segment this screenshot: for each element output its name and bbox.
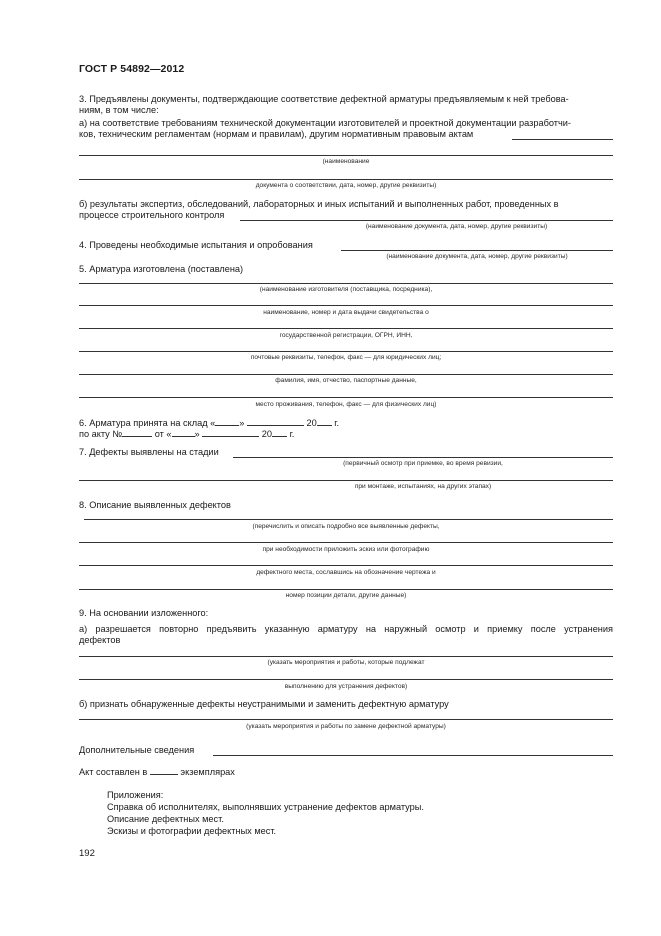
section-6-line-2-suffix: г. — [289, 429, 295, 439]
caption-7-1: (первичный осмотр при приемке, во время ревизии, — [343, 460, 503, 467]
fill-line-5-1[interactable] — [79, 283, 613, 284]
section-5-text: 5. Арматура изготовлена (поставлена) — [79, 264, 244, 274]
attachment-item: Эскизы и фотографии дефектных мест. — [107, 826, 277, 836]
caption-8-4: номер позиции детали, другие данные) — [285, 592, 407, 599]
fill-line-3a-2[interactable] — [79, 179, 613, 180]
fill-line-9a-1[interactable] — [79, 656, 613, 657]
act-copies-prefix: Акт составлен в — [79, 767, 148, 777]
section-9b-text: б) признать обнаруженные дефекты неустранимыми и заменить дефектную арматуру — [79, 699, 449, 709]
section-6-line-1-prefix: 6. Арматура принята на склад « — [79, 418, 216, 428]
fill-line-3b[interactable] — [240, 220, 613, 221]
section-3-heading-line-1: 3. Предъявлены документы, подтверждающие соответствие дефектной арматуры предъявляемым к ней требова- — [79, 94, 569, 104]
page-header-title: ГОСТ Р 54892—2012 — [79, 63, 185, 75]
caption-5-3: государственной регистрации, ОГРН, ИНН, — [279, 332, 413, 339]
section-6-line-2-year: 20 — [261, 429, 273, 439]
attachment-item: Справка об исполнителях, выполнявших устранение дефектов арматуры. — [107, 802, 424, 812]
caption-8-1: (перечислить и описать подробно все выявленные дефекты, — [252, 523, 440, 530]
caption-9a-1: (указать мероприятия и работы, которые подлежат — [267, 659, 425, 666]
fill-line-5-4[interactable] — [79, 351, 613, 352]
fill-line-3a-1[interactable] — [79, 155, 613, 156]
fill-month-1[interactable] — [247, 417, 304, 426]
fill-month-2[interactable] — [202, 428, 259, 437]
additional-info-label: Дополнительные сведения — [79, 745, 195, 755]
fill-line-9b[interactable] — [79, 719, 613, 720]
fill-day-1[interactable] — [215, 417, 239, 426]
section-6-line-1-mid: » — [239, 418, 245, 428]
section-4-text: 4. Проведены необходимые испытания и опробования — [79, 240, 313, 250]
fill-line-additional[interactable] — [213, 755, 613, 756]
caption-9a-2: выполнению для устранения дефектов) — [284, 683, 408, 690]
fill-line-3a-tail[interactable] — [512, 139, 613, 140]
fill-line-8-3[interactable] — [79, 565, 613, 566]
section-7-text: 7. Дефекты выявлены на стадии — [79, 447, 219, 457]
fill-line-5-3[interactable] — [79, 328, 613, 329]
caption-8-3: дефектного места, сославшись на обозначение чертежа и — [256, 569, 436, 576]
section-6-line-1-suffix: г. — [334, 418, 340, 428]
fill-copies-count[interactable] — [150, 766, 178, 775]
caption-5-5: фамилия, имя, отчество, паспортные данные, — [275, 377, 417, 384]
section-6-line-2 — [79, 428, 613, 440]
section-9a-line-1: а) разрешается повторно предъявить указанную арматуру на наружный осмотр и приемку после устранения — [79, 624, 613, 634]
attachment-item: Описание дефектных мест. — [107, 814, 224, 824]
section-3b-line-1: б) результаты экспертиз, обследований, лабораторных и иных испытаний и выполненных работ, проведенных в — [79, 199, 559, 209]
caption-9b: (указать мероприятия и работы по замене дефектной арматуры) — [246, 723, 446, 730]
act-copies-suffix: экземплярах — [180, 767, 235, 777]
section-3b-line-2: процессе строительного контроля — [79, 210, 225, 220]
fill-line-4[interactable] — [341, 250, 613, 251]
fill-day-2[interactable] — [172, 428, 195, 437]
section-6-line-2-from: от « — [154, 429, 172, 439]
caption-5-2: наименование, номер и дата выдачи свидетельства о — [263, 309, 429, 316]
caption-3b: (наименование документа, дата, номер, другие реквизиты) — [365, 223, 548, 230]
section-6-line-2-mid: » — [194, 429, 200, 439]
fill-line-8-4[interactable] — [79, 589, 613, 590]
fill-line-7-1[interactable] — [233, 457, 613, 458]
fill-line-5-6[interactable] — [79, 397, 613, 398]
fill-act-number[interactable] — [122, 428, 152, 437]
section-8-text: 8. Описание выявленных дефектов — [79, 500, 231, 510]
section-6-line-2-prefix: по акту № — [79, 429, 123, 439]
act-copies-line — [79, 766, 613, 778]
fill-line-5-5[interactable] — [79, 374, 613, 375]
section-3a-line-2: ков, техническим регламентам (нормам и правилам), другим нормативным правовым актам — [79, 129, 474, 139]
fill-year-1[interactable] — [317, 417, 332, 426]
fill-line-9a-2[interactable] — [79, 679, 613, 680]
caption-3a-1: (наименование — [322, 158, 370, 165]
caption-5-6: место проживания, телефон, факс — для физических лиц) — [255, 401, 437, 408]
section-6-line-1-year: 20 — [306, 418, 317, 428]
section-3a-line-1: а) на соответствие требованиям технической документации изготовителей и проектной документации разработчи- — [79, 118, 571, 128]
fill-line-8-2[interactable] — [79, 542, 613, 543]
section-3-heading-line-2: ниям, в том числе: — [79, 105, 159, 115]
caption-3a-2: документа о соответствии, дата, номер, другие реквизиты) — [255, 182, 437, 189]
fill-line-8-1[interactable] — [84, 519, 613, 520]
fill-line-7-2[interactable] — [79, 480, 613, 481]
page-number: 192 — [79, 848, 95, 859]
caption-4: (наименование документа, дата, номер, другие реквизиты) — [386, 253, 568, 260]
section-9a-line-2: дефектов — [79, 635, 121, 645]
caption-5-1: (наименование изготовителя (поставщика, посредника), — [259, 286, 433, 293]
fill-line-5-2[interactable] — [79, 305, 613, 306]
section-9-heading: 9. На основании изложенного: — [79, 608, 209, 618]
caption-7-2: при монтаже, испытаниях, на других этапах) — [354, 483, 492, 490]
caption-5-4: почтовые реквизиты, телефон, факс — для юридических лиц; — [250, 354, 442, 361]
fill-year-2[interactable] — [272, 428, 287, 437]
attachments-title: Приложения: — [107, 790, 164, 800]
caption-8-2: при необходимости приложить эскиз или фотографию — [262, 546, 430, 553]
